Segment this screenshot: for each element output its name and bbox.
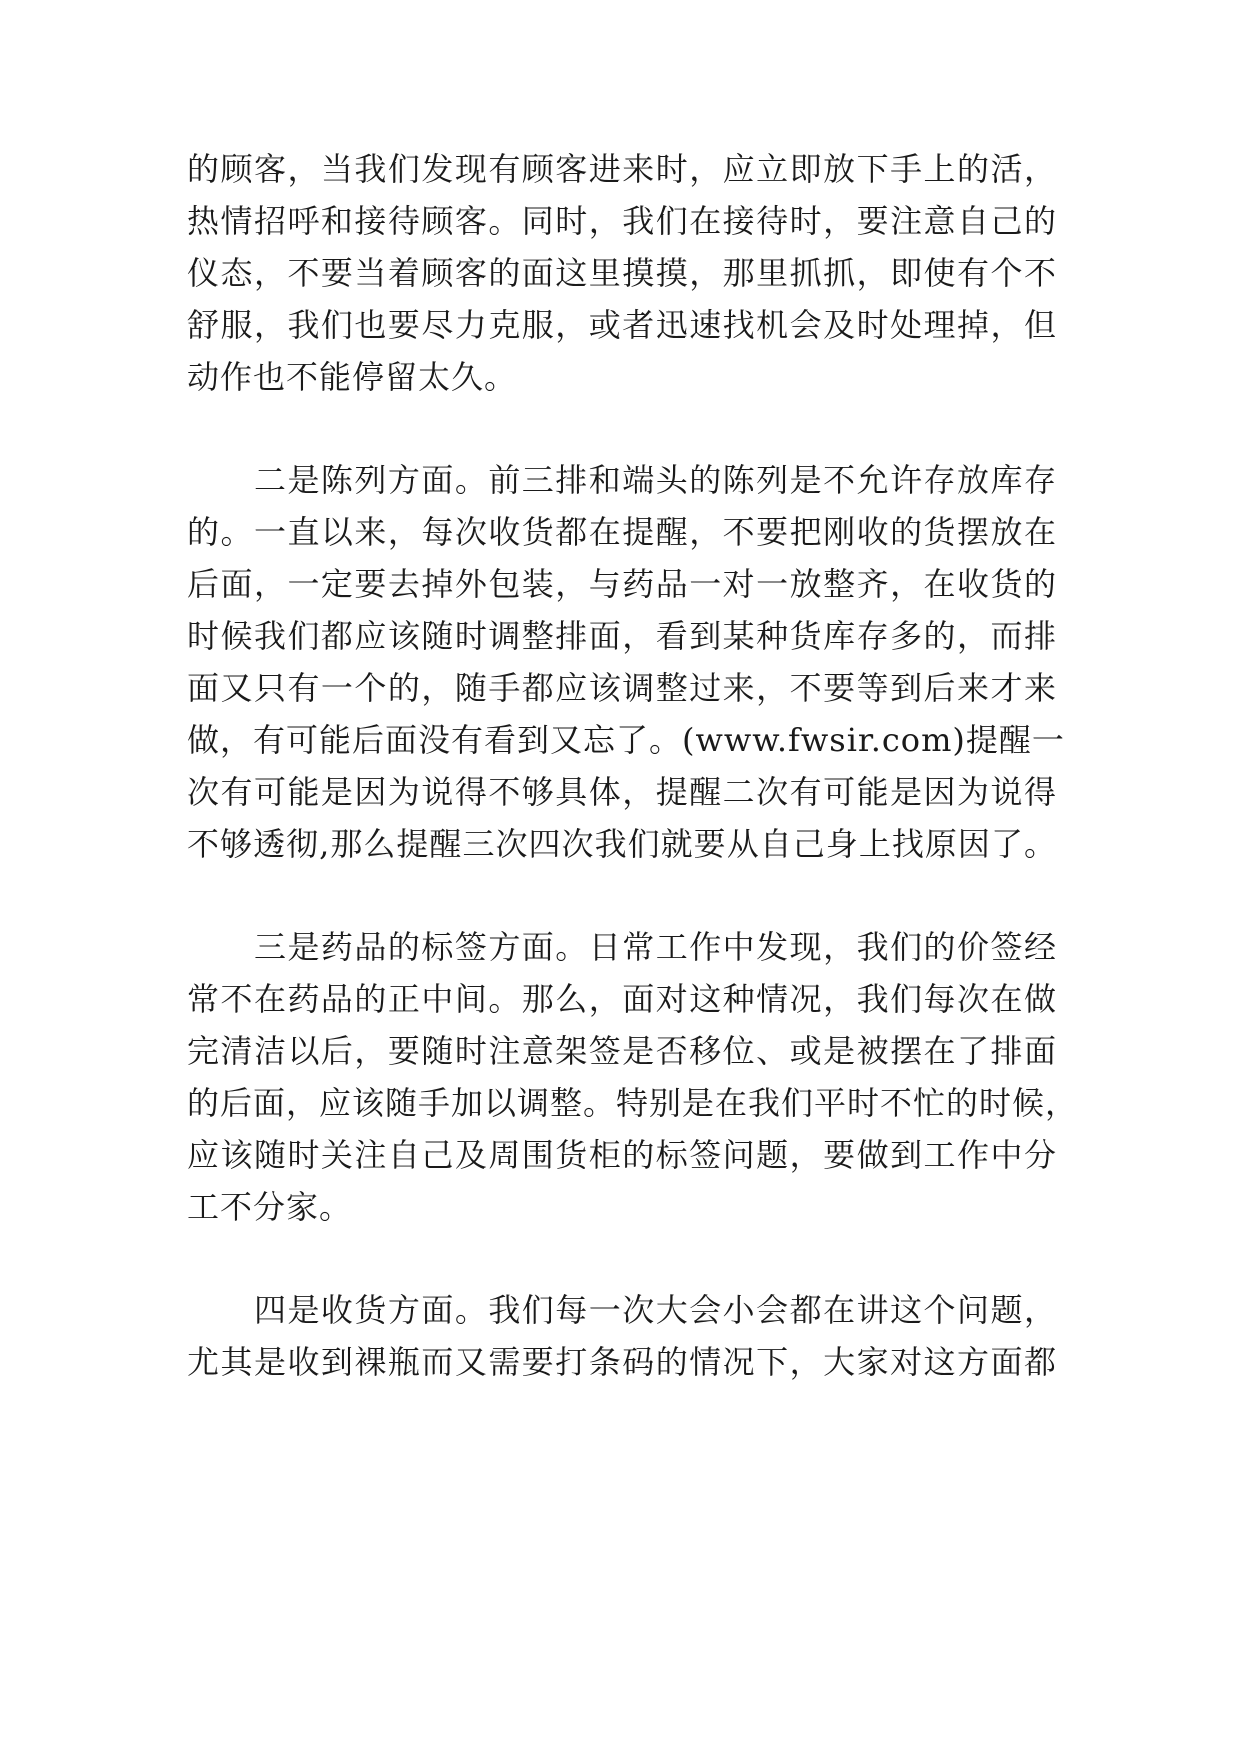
paragraph-1-line-3: 仪态，不要当着顾客的面这里摸摸，那里抓抓，即使有个不 — [187, 254, 1057, 292]
paragraph-1-line-1: 的顾客，当我们发现有顾客进来时，应立即放下手上的活， — [187, 150, 1057, 188]
paragraph-2-line-8: 不够透彻,那么提醒三次四次我们就要从自己身上找原因了。 — [187, 825, 1057, 863]
paragraph-2-line-2: 的。一直以来，每次收货都在提醒，不要把刚收的货摆放在 — [187, 513, 1057, 551]
paragraph-3-line-5: 应该随时关注自己及周围货柜的标签问题，要做到工作中分 — [187, 1136, 1057, 1174]
paragraph-3-line-1: 三是药品的标签方面。日常工作中发现，我们的价签经 — [187, 928, 1057, 966]
paragraph-2-line-3: 后面，一定要去掉外包装，与药品一对一放整齐，在收货的 — [187, 565, 1057, 603]
paragraph-3-line-6: 工不分家。 — [187, 1188, 353, 1226]
paragraph-1-line-2: 热情招呼和接待顾客。同时，我们在接待时，要注意自己的 — [187, 202, 1057, 240]
paragraph-3-line-2: 常不在药品的正中间。那么，面对这种情况，我们每次在做 — [187, 980, 1057, 1018]
paragraph-2-line-7: 次有可能是因为说得不够具体，提醒二次有可能是因为说得 — [187, 773, 1057, 811]
paragraph-2-line-4: 时候我们都应该随时调整排面，看到某种货库存多的，而排 — [187, 617, 1057, 655]
paragraph-2-line-5: 面又只有一个的，随手都应该调整过来，不要等到后来才来 — [187, 669, 1057, 707]
paragraph-4-line-1: 四是收货方面。我们每一次大会小会都在讲这个问题， — [187, 1291, 1057, 1329]
paragraph-1-line-5: 动作也不能停留太久。 — [187, 358, 518, 396]
paragraph-1-line-4: 舒服，我们也要尽力克服，或者迅速找机会及时处理掉，但 — [187, 306, 1057, 344]
paragraph-2-line-1: 二是陈列方面。前三排和端头的陈列是不允许存放库存 — [187, 461, 1057, 499]
paragraph-4-line-2: 尤其是收到裸瓶而又需要打条码的情况下，大家对这方面都 — [187, 1343, 1057, 1381]
paragraph-2-line-6: 做，有可能后面没有看到又忘了。(www.fwsir.com)提醒一 — [187, 721, 1065, 759]
paragraph-3-line-3: 完清洁以后，要随时注意架签是否移位、或是被摆在了排面 — [187, 1032, 1057, 1070]
paragraph-3-line-4: 的后面，应该随手加以调整。特别是在我们平时不忙的时候， — [187, 1084, 1079, 1122]
